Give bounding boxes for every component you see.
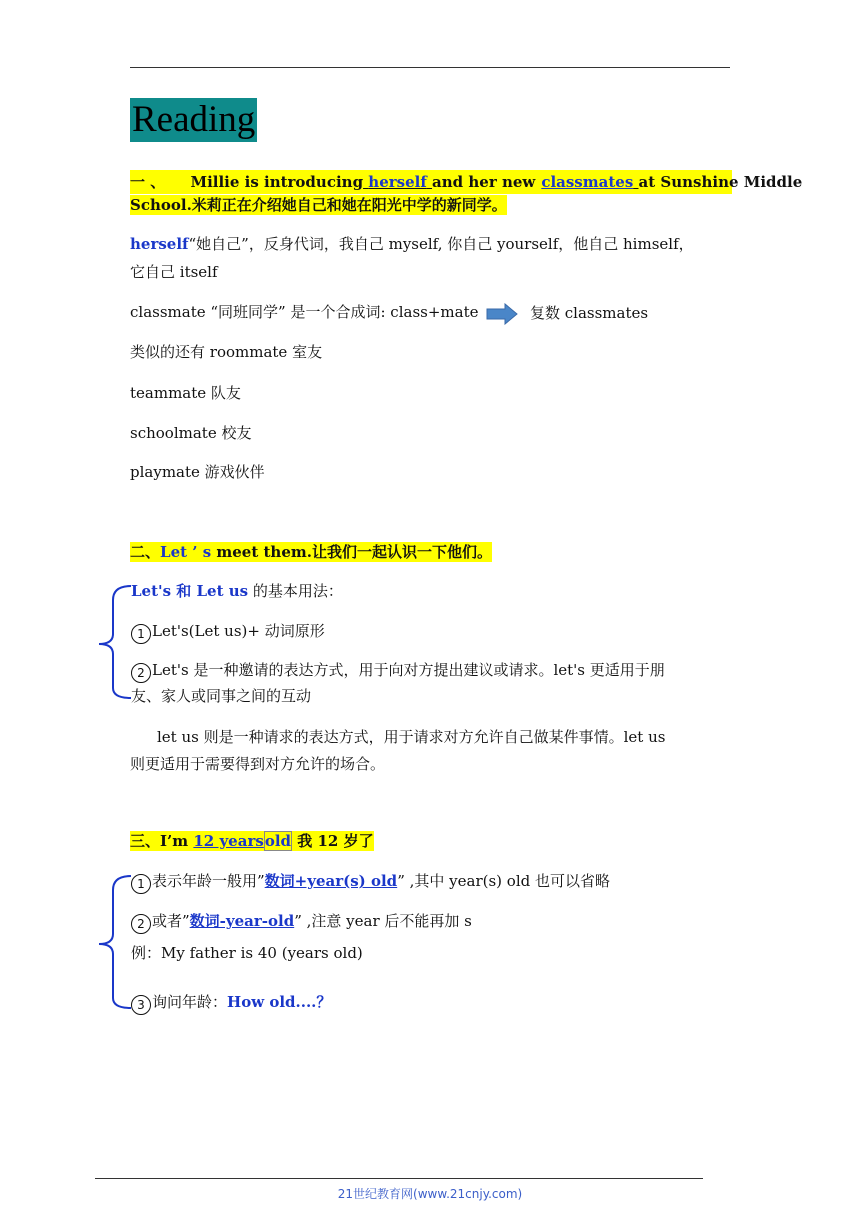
right-arrow-icon [485, 303, 519, 325]
section-3-12-years: 12 years [193, 832, 264, 850]
age-rule-3 [131, 992, 331, 1015]
similar-note: 类似的还有 roommate 室友 [130, 343, 323, 361]
circled-number-3: 3 [131, 995, 151, 1015]
age-rule-2-text: 或者” [152, 912, 190, 930]
section-2-number: 二、 [130, 543, 161, 561]
classmate-note: classmate “同班同学” 是一个合成词: class+mate [130, 303, 479, 321]
lets-rule-1 [131, 621, 325, 644]
lets-rule-1-text: Let's(Let us)+ 动词原形 [152, 622, 325, 640]
section-1-number: 一 、 [130, 173, 166, 191]
section-2-lets: Let ’ s [160, 543, 212, 561]
brace-left-2 [93, 872, 133, 1012]
lets-rule-2-cont: 友、家人或同事之间的互动 [131, 687, 312, 705]
section-1-herself: herself [368, 173, 427, 191]
circled-number-1: 1 [131, 874, 151, 894]
reading-title: Reading [132, 99, 256, 140]
playmate-note: playmate 游戏伙伴 [130, 463, 265, 481]
section-3-heading [130, 830, 374, 852]
let-us-paragraph-cont: 则更适用于需要得到对方允许的场合。 [130, 755, 386, 773]
age-rule-2 [131, 911, 472, 934]
let-us-paragraph: let us 则是一种请求的表达方式，用于请求对方允许自己做某件事情。let us [157, 728, 666, 746]
section-1-heading [130, 170, 803, 216]
section-2-text: meet them.让我们一起认识一下他们。 [216, 543, 492, 561]
section-3-im: I’m [160, 832, 189, 850]
age-rule-1-text: 表示年龄一般用” [152, 872, 265, 890]
section-1-text-a: Millie is introducing [190, 173, 364, 191]
age-rule-2-note: ” ,注意 year 后不能再加 s [294, 912, 472, 930]
section-2-heading [130, 541, 492, 563]
section-1-text-c: at Sunshine Middle [638, 173, 803, 191]
herself-note [130, 234, 694, 254]
circled-number-2: 2 [131, 663, 151, 683]
lets-rule-2 [131, 660, 665, 683]
section-3-old: old [264, 832, 292, 850]
herself-word: herself [130, 235, 189, 253]
lets-rule-2-text: Let's 是一种邀请的表达方式，用于向对方提出建议或请求。let's 更适用于朋 [152, 661, 665, 679]
circled-number-2: 2 [131, 914, 151, 934]
lets-usage-label: 的基本用法： [252, 582, 343, 600]
herself-note-2: 它自己 itself [130, 263, 218, 281]
footer-text: 21世纪教育网(www.21cnjy.com) [337, 1187, 523, 1201]
section-3-number: 三、 [130, 832, 161, 850]
section-3-chinese: 我 12 岁了 [297, 832, 374, 850]
circled-number-1: 1 [131, 624, 151, 644]
section-1-text-b: and her new [432, 173, 536, 191]
section-1-text-d: School.米莉正在介绍她自己和她在阳光中学的新同学。 [130, 196, 507, 214]
top-rule [130, 67, 730, 68]
age-rule-2-pattern: 数词-year-old [189, 912, 295, 930]
bottom-rule [95, 1178, 703, 1179]
age-rule-1-pattern: 数词+year(s) old [264, 872, 398, 890]
age-rule-1-note: ” ,其中 year(s) old 也可以省略 [397, 872, 610, 890]
age-rule-3-text: 询问年龄： [152, 993, 228, 1011]
lets-usage-keywords: Let's 和 Let us [131, 582, 249, 600]
age-rule-1 [131, 871, 610, 894]
brace-left-1 [93, 582, 133, 702]
section-1-classmates: classmates [541, 173, 634, 191]
age-example: 例：My father is 40 (years old) [131, 944, 363, 962]
lets-usage-title [131, 581, 343, 601]
age-question: How old....？ [227, 993, 332, 1011]
plural-note: 复数 classmates [530, 304, 649, 322]
herself-explanation: “她自己”，反身代词，我自己 myself, 你自己 yourself，他自己 himself， [188, 235, 694, 253]
teammate-note: teammate 队友 [130, 384, 241, 402]
schoolmate-note: schoolmate 校友 [130, 424, 252, 442]
